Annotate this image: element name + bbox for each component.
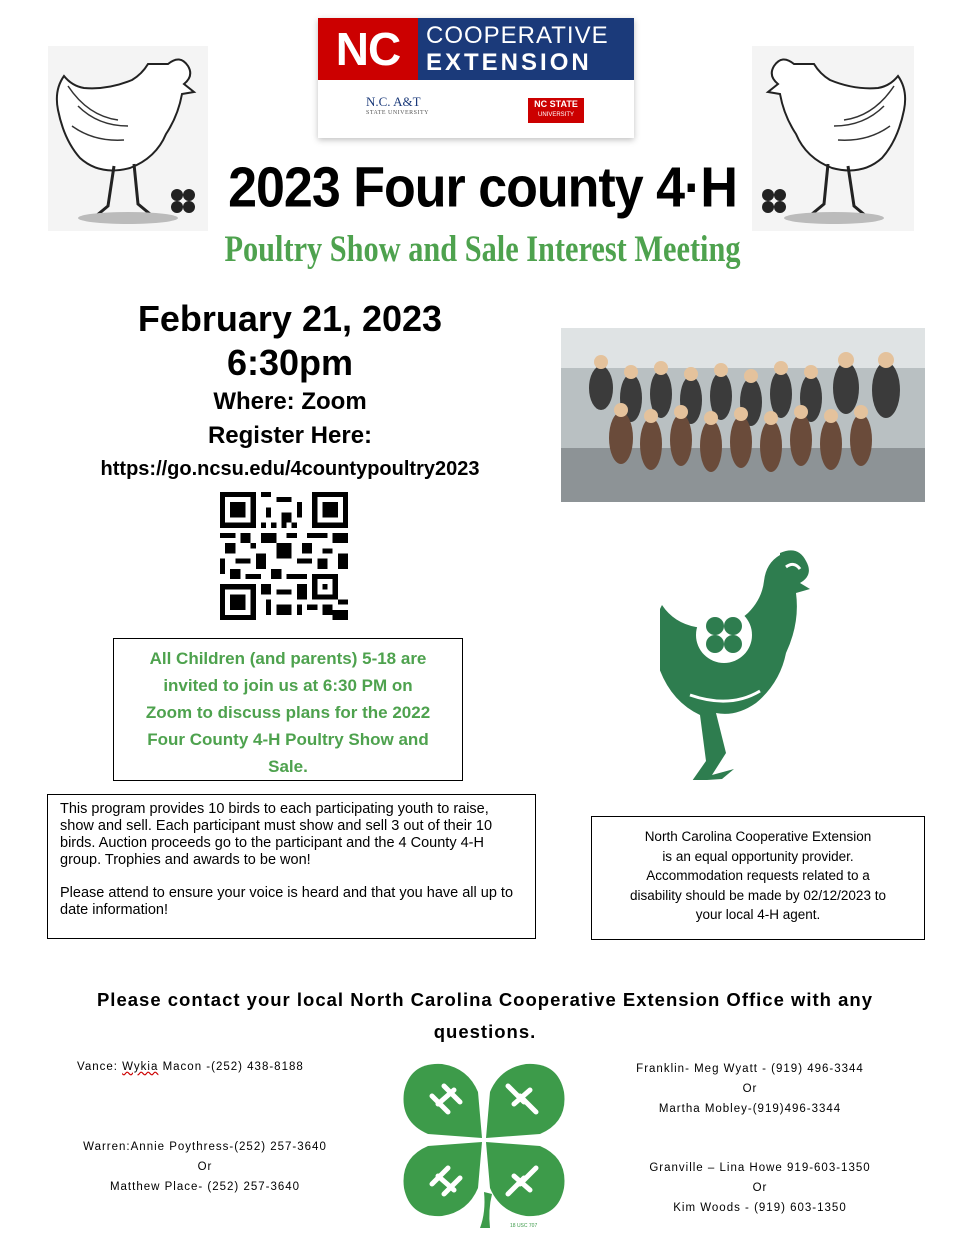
4h-clover-logo (398, 1052, 570, 1230)
qr-code[interactable] (220, 492, 348, 620)
contact-or: Or (197, 1161, 213, 1173)
eeo-line: your local 4-H agent. (695, 907, 821, 922)
contact-or: Or (752, 1182, 768, 1194)
logo-extension: EXTENSION (426, 49, 592, 76)
contact-line: Granville – Lina Howe 919-603-1350 (649, 1162, 871, 1174)
contact-vance-name: Wykia (122, 1061, 159, 1073)
page-title: 2023 Four county 4·H (228, 156, 737, 220)
logo-cooperative: COOPERATIVE (426, 22, 609, 49)
eeo-line: North Carolina Cooperative Extension (644, 829, 872, 844)
eeo-line: is an equal opportunity provider. (662, 848, 854, 864)
invite-line: Sale. (268, 757, 308, 776)
contact-franklin (620, 1059, 880, 1119)
event-date: February 21, 2023 (137, 298, 443, 339)
logo-nc-state (528, 98, 584, 123)
logo-aandt-sub: STATE UNIVERSITY (366, 110, 430, 116)
group-photo (561, 328, 925, 502)
green-4h-chicken-logo (660, 545, 830, 780)
contact-line: Matthew Place- (252) 257-3640 (109, 1181, 301, 1193)
eeo-line: Accommodation requests related to a (646, 868, 870, 883)
invite-line: All Children (and parents) 5-18 are (149, 649, 427, 668)
equal-opportunity-box (591, 816, 925, 940)
eeo-line: disability should be made by 02/12/2023 to (630, 887, 886, 903)
clover-icon (398, 1052, 570, 1230)
invite-line: Four County 4-H Poultry Show and (147, 730, 429, 749)
logo-ncstate-sub: UNIVERSITY (537, 112, 574, 118)
invite-line: invited to join us at 6:30 PM on (163, 676, 413, 695)
clover-fineprint: 18 USC 707 (510, 1223, 538, 1229)
contact-granville (630, 1158, 890, 1218)
chicken-icon (660, 545, 830, 780)
contact-heading: Please contact your local North Carolina Cooperative Extension Office with any questions. (96, 989, 874, 1042)
program-paragraph: Please attend to ensure your voice is heard and that you have all up to date information! (60, 885, 514, 918)
contact-vance (62, 1057, 347, 1077)
contact-warren (60, 1137, 350, 1197)
page-subtitle: Poultry Show and Sale Interest Meeting (224, 229, 741, 270)
invite-line: Zoom to discuss plans for the 2022 (145, 703, 431, 722)
logo-aandt-name: N.C. A&T (366, 94, 421, 109)
register-label: Register Here: (207, 422, 373, 449)
event-time: 6:30pm (226, 342, 354, 383)
logo-nc: NC (318, 18, 418, 80)
nc-cooperative-extension-logo (318, 18, 634, 138)
clover-icon (696, 607, 752, 663)
event-location: Where: Zoom (213, 388, 367, 415)
program-description-box (47, 794, 536, 939)
contact-vance-rest: Macon -(252) 438-8188 (158, 1061, 304, 1073)
contact-line: Kim Woods - (919) 603-1350 (673, 1202, 847, 1214)
logo-ncstate-name: NC STATE (534, 99, 578, 109)
contact-or: Or (742, 1083, 758, 1095)
program-paragraph: This program provides 10 birds to each participating youth to raise, show and sell. Each participant must show and sell 3 out of their 10 birds. Auction proceeds go to the participant and the 4 County 4-H group. Trophies and awards to be won! (60, 801, 493, 868)
contact-line: Franklin- Meg Wyatt - (919) 496-3344 (636, 1063, 864, 1075)
logo-nc-aandt (366, 94, 429, 116)
contact-line: Warren:Annie Poythress-(252) 257-3640 (83, 1141, 327, 1153)
contact-line: Martha Mobley-(919)496-3344 (658, 1103, 842, 1115)
register-link[interactable]: https://go.ncsu.edu/4countypoultry2023 (100, 458, 480, 480)
invite-box (113, 638, 463, 781)
contact-vance-prefix: Vance: (77, 1061, 123, 1073)
